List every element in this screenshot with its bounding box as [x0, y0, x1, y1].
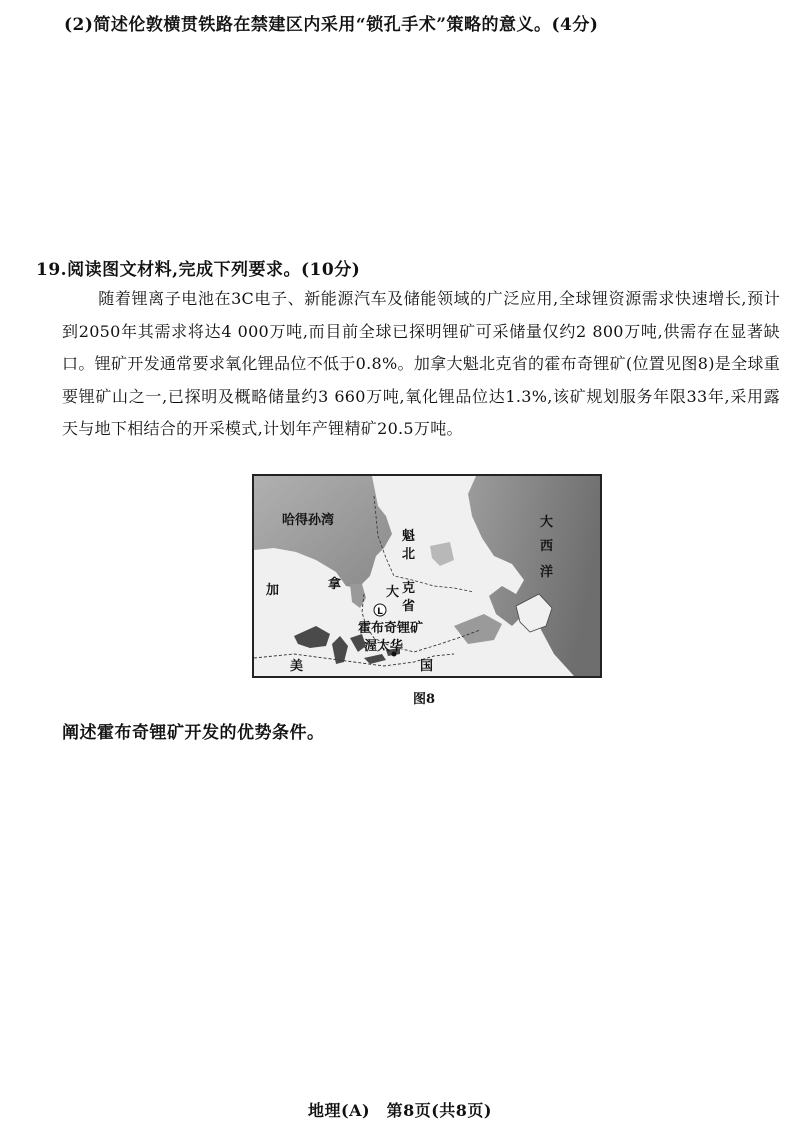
map-svg: [254, 476, 600, 676]
label-ottawa: 渥太华: [364, 639, 404, 654]
label-atlantic-char-3: 洋: [540, 565, 554, 580]
label-hobuqi-mine: 霍布奇锂矿: [358, 621, 424, 636]
question-19-heading: 19.阅读图文材料,完成下列要求。(10分): [36, 260, 361, 280]
label-canada-char-1: 加: [266, 583, 280, 598]
label-quebec-char-3: 克: [402, 581, 416, 596]
figure-8-caption: 图8: [413, 692, 436, 707]
label-quebec-char-1: 魁: [402, 529, 416, 544]
question-19-paragraph: 随着锂离子电池在3C电子、新能源汽车及储能领域的广泛应用,全球锂资源需求快速增长,预计到2050年其需求将达4 000万吨,而目前全球已探明锂矿可采储量仅约2 800万吨,供需存在显著缺口。锂矿开发通常要求氧化锂品位不低于0.8%。加拿大魁北克省的霍布奇锂矿(位置见图8)是全球重要锂矿山之一,已探明及概略储量约3 660万吨,氧化锂品位达1.3%,该矿规划服务年限33年,采用露天与地下相结合的开采模式,计划年产锂精矿20.5万吨。: [62, 289, 780, 438]
page-footer: 地理(A) 第8页(共8页): [308, 1101, 492, 1120]
question-2-text: (2)简述伦敦横贯铁路在禁建区内采用“锁孔手术”策略的意义。(4分): [64, 15, 599, 35]
lithium-mine-symbol: L: [377, 607, 383, 617]
figure-8-map: [252, 474, 602, 678]
label-usa-char-1: 美: [290, 659, 304, 674]
question-19-task: 阐述霍布奇锂矿开发的优势条件。: [62, 723, 325, 743]
label-atlantic-char-1: 大: [540, 515, 554, 530]
label-atlantic-char-2: 西: [540, 539, 554, 554]
label-canada-char-2: 拿: [328, 577, 342, 592]
label-hudson-bay: 哈得孙湾: [282, 513, 335, 528]
label-quebec-char-2: 北: [402, 547, 416, 562]
question-19-material: [62, 283, 780, 446]
label-quebec-char-4: 省: [402, 599, 416, 614]
label-canada-char-3: 大: [386, 585, 400, 600]
label-usa-char-2: 国: [420, 659, 434, 674]
